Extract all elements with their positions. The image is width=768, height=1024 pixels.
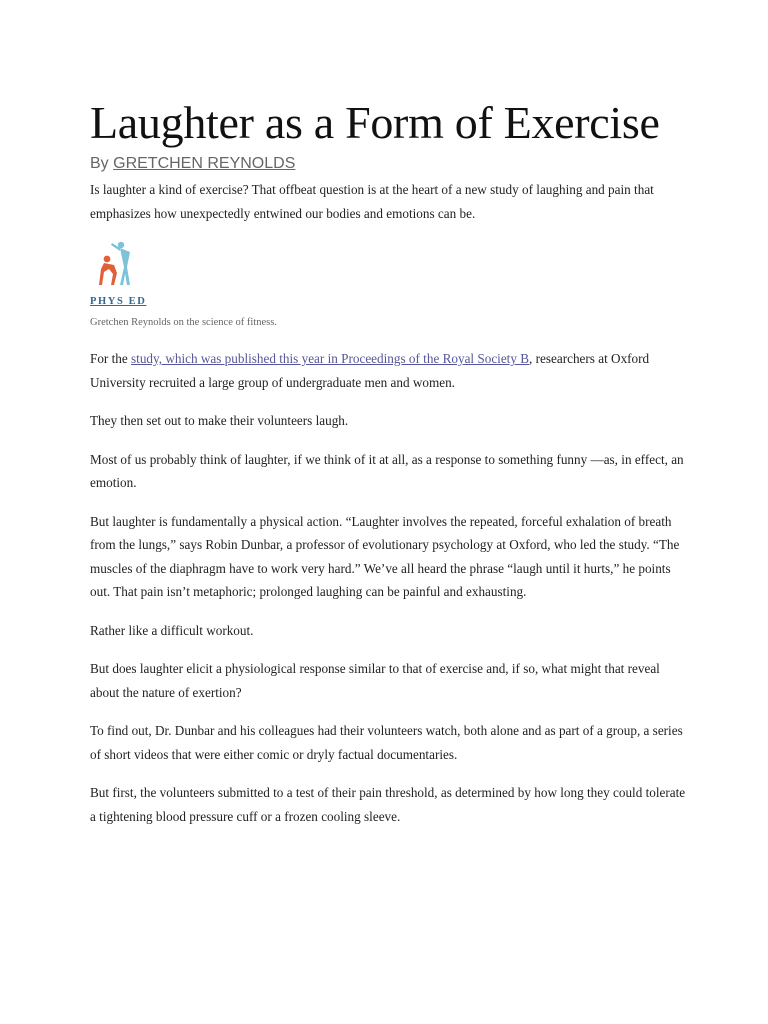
byline-prefix: By	[90, 155, 109, 172]
body-paragraph-6: But does laughter elicit a physiological response similar to that of exercise and, if so, what might that reveal about the nature of exertion?	[90, 661, 660, 700]
body-paragraph-4: But laughter is fundamentally a physical action. “Laughter involves the repeated, forceful exhalation of breath from the lungs,” says Robin Dunbar, a professor of evolutionary psychology at Oxford, who led the study. “The muscles of the diaphragm have to work very hard.” We’ve all heard the phrase “laugh until it hurts,” he points out. That pain isn’t metaphoric; prolonged laughing can be painful and exhausting.	[90, 513, 680, 599]
article	[90, 96, 690, 828]
author-link[interactable]: GRETCHEN REYNOLDS	[113, 155, 296, 172]
body-paragraph-8: But first, the volunteers submitted to a test of their pain threshold, as determined by how long they could tolerate a tightening blood pressure cuff or a frozen cooling sleeve.	[90, 785, 686, 824]
intro-paragraph: Is laughter a kind of exercise? That offbeat question is at the heart of a new study of laughing and pain that emphasizes how unexpectedly entwined our bodies and emotions can be.	[90, 182, 654, 221]
column-label-link[interactable]: PHYS ED	[90, 296, 147, 307]
column-description: Gretchen Reynolds on the science of fitness.	[90, 317, 277, 328]
study-link[interactable]: study, which was published this year in Proceedings of the Royal Society B	[131, 351, 530, 366]
body-paragraph-2: They then set out to make their volunteers laugh.	[90, 413, 349, 428]
byline	[90, 154, 690, 174]
p1-before: For the	[90, 351, 132, 366]
p1-after: , researchers at Oxford University recruited a large group of undergraduate men and women.	[90, 351, 650, 390]
body-paragraph-7: To find out, Dr. Dunbar and his colleagues had their volunteers watch, both alone and as part of a group, a series of short videos that were either comic or dryly factual documentaries.	[90, 723, 683, 762]
body-paragraph-3: Most of us probably think of laughter, if we think of it at all, as a response to something funny —as, in effect, an emotion.	[90, 451, 684, 490]
body-paragraph-1	[90, 347, 690, 394]
stretching-figures-icon	[90, 239, 138, 291]
body-paragraph-5: Rather like a difficult workout.	[90, 622, 254, 638]
article-title: Laughter as a Form of Exercise	[90, 97, 660, 148]
